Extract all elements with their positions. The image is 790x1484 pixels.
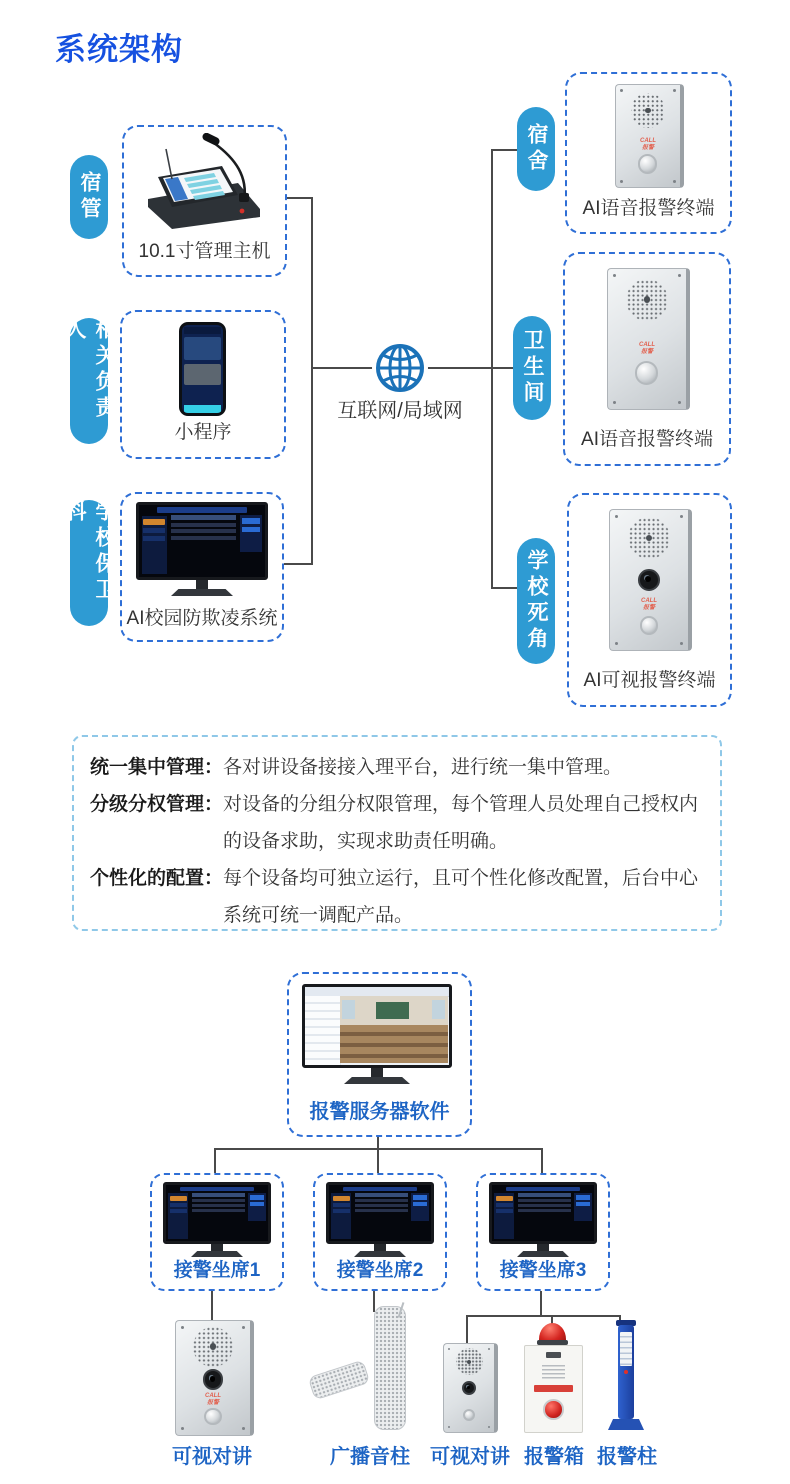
role-pill-responsible-person: 相关负责人 — [70, 318, 108, 444]
call-text: CALL — [639, 341, 655, 348]
call-text: CALL — [641, 598, 657, 605]
video-intercom-image — [175, 1320, 254, 1436]
connector-line — [281, 563, 313, 565]
seat-label: 接警坐席2 — [336, 1260, 424, 1281]
speaker-column-image — [312, 1306, 412, 1436]
server-monitor-image — [302, 984, 452, 1084]
bottom-device-label: 报警柱 — [597, 1446, 657, 1468]
device-box-mini-program — [120, 310, 286, 459]
connector-line — [467, 1315, 621, 1317]
seat-box-2 — [313, 1173, 447, 1291]
video-intercom-image — [443, 1343, 498, 1433]
feature-text: 各对讲设备接接入理平台，进行统一集中管理。 — [223, 757, 623, 778]
call-text: CALL — [205, 1392, 221, 1399]
feature-item — [90, 860, 714, 934]
connector-line — [283, 197, 313, 199]
device-box-management-host — [122, 125, 287, 277]
connector-line — [211, 1287, 213, 1320]
feature-text: 对设备的分组分权限管理，每个管理人员处理自己授权内的设备求助，实现求助责任明确。 — [223, 794, 699, 852]
call-text: 报警 — [206, 1399, 219, 1406]
page-title: 系统架构 — [55, 32, 183, 67]
connector-line — [540, 1287, 542, 1316]
device-label: 小程序 — [174, 422, 232, 443]
connector-line — [491, 149, 493, 589]
device-label: 10.1寸管理主机 — [138, 241, 271, 262]
bottom-device-label: 报警箱 — [524, 1446, 584, 1468]
device-label: AI校园防欺凌系统 — [126, 608, 278, 629]
role-pill-security-dept: 学校保卫科 — [70, 500, 108, 626]
device-box-video-terminal — [567, 493, 732, 707]
location-pill-blind-corner: 学校死角 — [517, 538, 555, 664]
voice-intercom-image — [607, 268, 690, 410]
connector-line — [377, 1148, 379, 1173]
seat-monitor-image — [163, 1182, 271, 1257]
device-box-voice-terminal-2 — [563, 252, 731, 466]
video-intercom-image — [609, 509, 692, 651]
globe-icon — [372, 340, 428, 396]
device-box-voice-terminal-1 — [565, 72, 732, 234]
feature-item — [90, 749, 714, 786]
phone-image — [179, 322, 226, 416]
network-label: 互联网/局域网 — [337, 400, 463, 422]
seat-box-3 — [476, 1173, 610, 1291]
connector-line — [491, 149, 518, 151]
feature-item — [90, 786, 714, 860]
connector-line — [491, 587, 519, 589]
connector-line — [491, 367, 514, 369]
seat-monitor-image — [326, 1182, 434, 1257]
feature-label: 分级分权管理： — [90, 794, 224, 815]
dashboard-monitor-image — [136, 502, 268, 596]
device-label: AI语音报警终端 — [582, 198, 715, 219]
role-pill-dorm-manager: 宿管 — [70, 155, 108, 239]
bottom-device-label: 可视对讲 — [172, 1446, 252, 1468]
device-box-anti-bullying-system — [120, 492, 284, 642]
seat-label: 接警坐席1 — [173, 1260, 261, 1281]
connector-line — [541, 1148, 543, 1173]
seat-box-1 — [150, 1173, 284, 1291]
call-text: CALL — [640, 138, 656, 145]
feature-label: 统一集中管理： — [90, 757, 224, 778]
connector-line — [466, 1315, 468, 1345]
feature-box — [72, 735, 722, 931]
server-box — [287, 972, 472, 1137]
voice-intercom-image — [615, 84, 684, 188]
location-pill-dormitory: 宿舍 — [517, 107, 555, 191]
connector-line — [311, 197, 313, 565]
connector-line — [214, 1148, 216, 1173]
call-text: 报警 — [642, 605, 655, 612]
feature-text: 每个设备均可独立运行，且可个性化修改配置，后台中心系统可统一调配产品。 — [223, 868, 699, 926]
device-label: AI可视报警终端 — [583, 670, 716, 691]
management-console-image — [138, 133, 270, 233]
seat-label: 接警坐席3 — [499, 1260, 587, 1281]
server-label: 报警服务器软件 — [309, 1101, 450, 1123]
location-pill-bathroom: 卫生间 — [513, 316, 551, 420]
device-label: AI语音报警终端 — [581, 429, 713, 450]
bottom-device-label: 可视对讲 — [430, 1446, 510, 1468]
call-text: 报警 — [641, 144, 654, 151]
seat-monitor-image — [489, 1182, 597, 1257]
bottom-device-label: 广播音柱 — [330, 1446, 410, 1468]
alarm-pillar-image — [605, 1320, 647, 1433]
feature-label: 个性化的配置： — [90, 868, 224, 889]
alarm-box-image — [522, 1323, 584, 1433]
call-text: 报警 — [640, 348, 653, 355]
